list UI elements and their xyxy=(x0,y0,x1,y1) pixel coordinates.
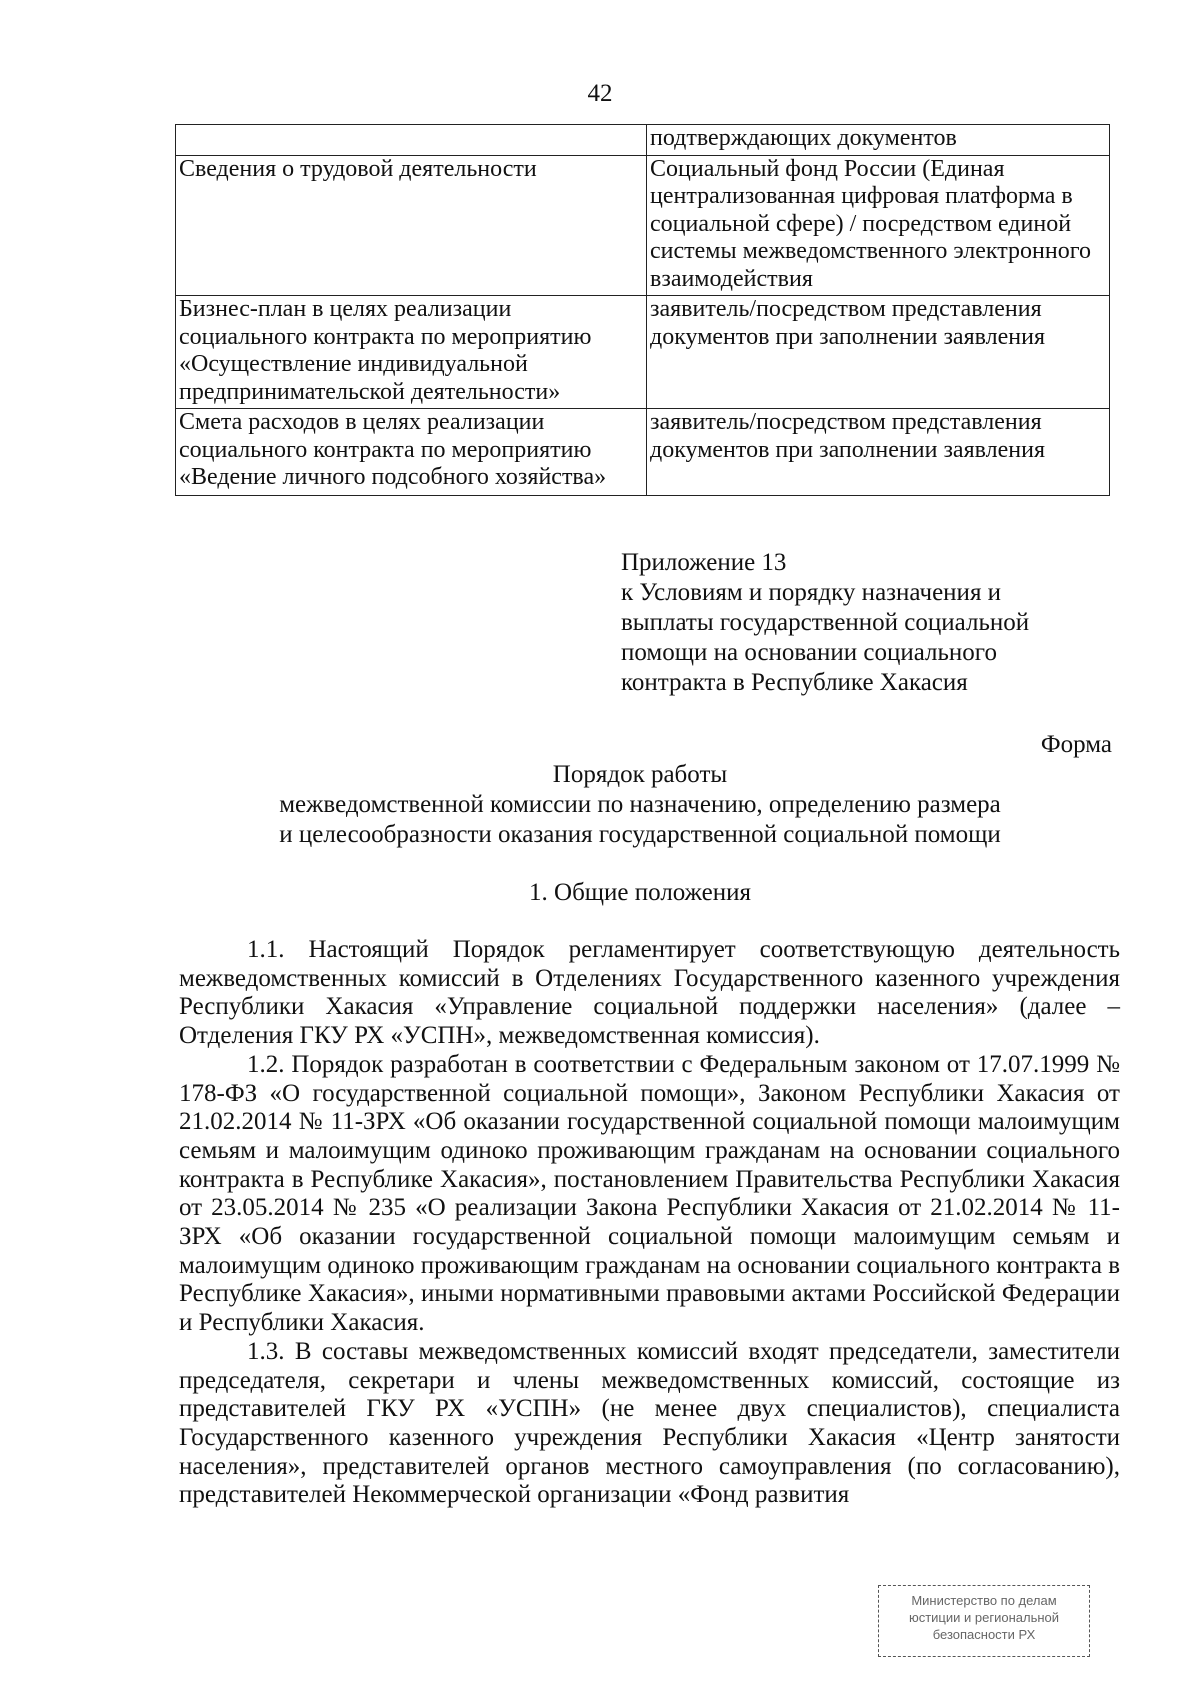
title-line: Порядок работы xyxy=(552,761,728,788)
paragraph-1-2: 1.2. Порядок разработан в соответствии с Федеральным законом от 17.07.1999 № 178-ФЗ «О государственной социальной помощи», Законом Республики Хакасия от 21.02.2014 № 11-ЗРХ «Об оказании государственной социальной помощи малоимущим семьям и малоимущим одиноко проживающим гражданам на основании социального контракта в Республике Хакасия», постановлением Правительства Республики Хакасия от 23.05.2014 № 235 «О реализации Закона Республики Хакасия от 21.02.2014 № 11-ЗРХ «Об оказании государственной социальной помощи малоимущим семьям и малоимущим одиноко проживающим гражданам на основании социального контракта в Республике Хакасия», иными нормативными правовыми актами Российской Федерации и Республики Хакасия. xyxy=(179,1050,1120,1337)
table-cell-document: Сведения о трудовой деятельности xyxy=(176,155,647,296)
appendix-line: помощи на основании социального xyxy=(621,639,997,666)
appendix-line: к Условиям и порядку назначения и xyxy=(621,579,1002,606)
table-cell-source: заявитель/посредством представления документов при заполнении заявления xyxy=(647,296,1110,409)
table-row xyxy=(176,409,1110,496)
table-cell-source: Социальный фонд России (Единая централизованная цифровая платформа в социальной сфере) / посредством единой системы межведомственного электронного взаимодействия xyxy=(647,155,1110,296)
form-label: Форма xyxy=(1040,731,1112,758)
document-title xyxy=(170,760,1110,850)
paragraph-1-3: 1.3. В составы межведомственных комиссий входят председатели, заместители председателя, секретари и члены межведомственных комиссий, состоящие из представителей ГКУ РХ «УСПН» (не менее двух специалистов), специалиста Государственного казенного учреждения Республики Хакасия «Центр занятости населения», представителей органов местного самоуправления (по согласованию), представителей Некоммерческой организации «Фонд развития xyxy=(179,1337,1120,1509)
table-cell-document: Смета расходов в целях реализации социального контракта по мероприятию «Ведение личного подсобного хозяйства» xyxy=(176,409,647,496)
stamp-line: юстиции и региональной xyxy=(908,1610,1060,1625)
registration-stamp xyxy=(878,1585,1090,1657)
table-cell-document xyxy=(176,125,647,156)
appendix-line: контракта в Республике Хакасия xyxy=(621,669,968,696)
paragraph-1-1: 1.1. Настоящий Порядок регламентирует соответствующую деятельность межведомственных комиссий в Отделениях Государственного казенного учреждения Республики Хакасия «Управление социальной поддержки населения» (далее – Отделения ГКУ РХ «УСПН», межведомственная комиссия). xyxy=(179,936,1120,1050)
appendix-heading xyxy=(621,548,1141,698)
body-text xyxy=(179,936,1120,1510)
title-line: и целесообразности оказания государственной социальной помощи xyxy=(279,821,1001,848)
page-number: 42 xyxy=(587,80,613,107)
stamp-line: безопасности РХ xyxy=(932,1627,1036,1642)
documents-table xyxy=(175,124,1110,496)
appendix-line: выплаты государственной социальной xyxy=(621,609,1030,636)
table-row xyxy=(176,125,1110,156)
stamp-line: Министерство по делам xyxy=(911,1593,1057,1608)
table-cell-source: заявитель/посредством представления документов при заполнении заявления xyxy=(647,409,1110,496)
table-row xyxy=(176,296,1110,409)
title-line: межведомственной комиссии по назначению, определению размера xyxy=(279,791,1001,818)
table-cell-source: подтверждающих документов xyxy=(647,125,1110,156)
appendix-line: Приложение 13 xyxy=(621,549,787,576)
section-title: 1. Общие положения xyxy=(529,879,751,906)
table-cell-document: Бизнес-план в целях реализации социального контракта по мероприятию «Осуществление индивидуальной предпринимательской деятельности» xyxy=(176,296,647,409)
table-row xyxy=(176,155,1110,296)
